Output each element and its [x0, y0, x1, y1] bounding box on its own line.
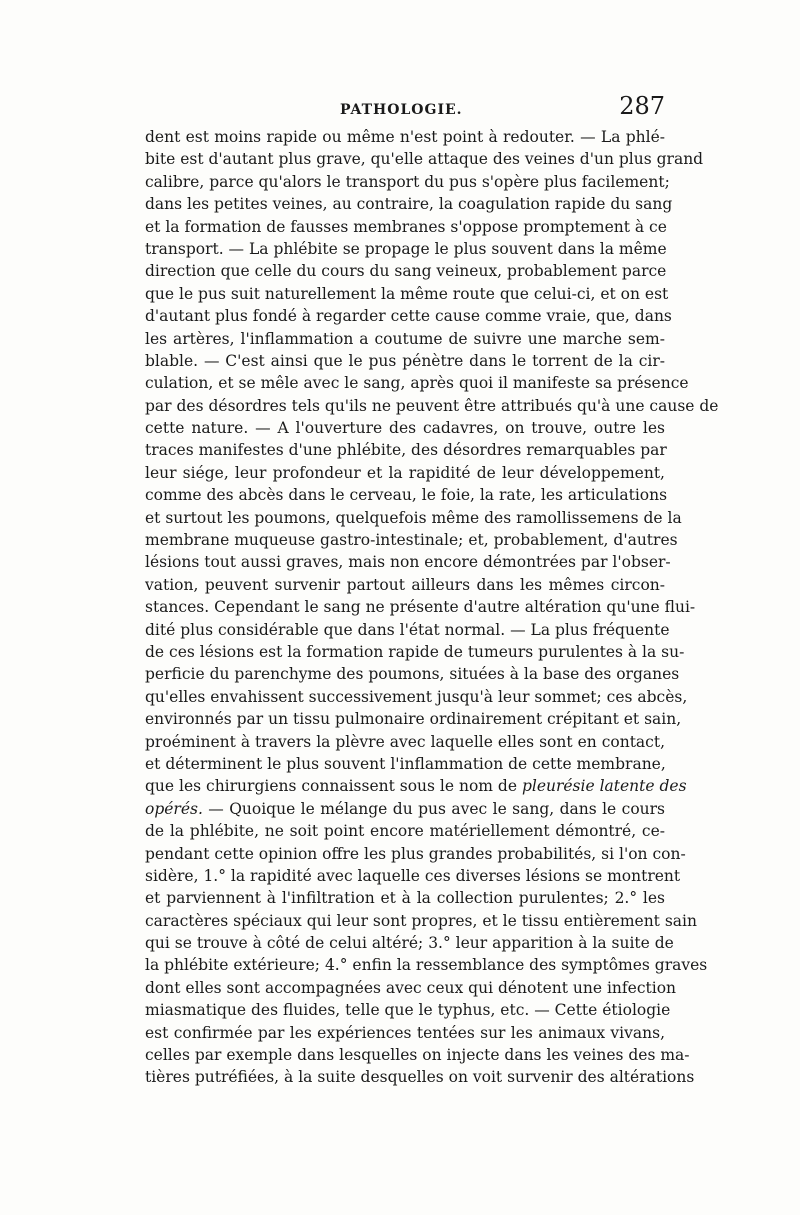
- text-line: dité plus considérable que dans l'état normal. — La plus fréquente: [145, 620, 670, 639]
- italic-term: pleurésie latente des: [521, 777, 687, 796]
- text-line: leur siége, leur profondeur et la rapidité de leur développement,: [145, 463, 665, 482]
- text-line: dent est moins rapide ou même n'est point à redouter. — La phlé-: [145, 128, 665, 146]
- text-line: cette nature. — A l'ouverture des cadavres, on trouve, outre les: [145, 419, 665, 438]
- text-line: que le pus suit naturellement la même route que celui-ci, et on est: [145, 284, 669, 303]
- text-line: et la formation de fausses membranes s'oppose promptement à ce: [145, 217, 667, 236]
- text-line: pendant cette opinion offre les plus grandes probabilités, si l'on con-: [145, 844, 686, 863]
- text-line: perficie du parenchyme des poumons, situées à la base des organes: [145, 665, 680, 684]
- running-head: [145, 92, 665, 122]
- text-line: sidère, 1.° la rapidité avec laquelle ces diverses lésions se montrent: [145, 866, 681, 885]
- text-line: bite est d'autant plus grave, qu'elle attaque des veines d'un plus grand: [145, 150, 704, 169]
- text-line: blable. — C'est ainsi que le pus pénètre dans le torrent de la cir-: [145, 351, 665, 370]
- text-line: miasmatique des fluides, telle que le typhus, etc. — Cette étiologie: [145, 1001, 671, 1020]
- body-text: [145, 126, 719, 1089]
- text-line: est confirmée par les expériences tentées sur les animaux vivans,: [145, 1023, 665, 1042]
- text-line: caractères spéciaux qui leur sont propres, et le tissu entièrement sain: [145, 911, 697, 930]
- page-number: 287: [619, 92, 665, 120]
- text-segment: que les chirurgiens connaissent sous le nom de: [145, 777, 517, 796]
- text-line: environnés par un tissu pulmonaire ordinairement crépitant et sain,: [145, 710, 682, 729]
- text-line: dans les petites veines, au contraire, la coagulation rapide du sang: [145, 195, 673, 214]
- text-line: qui se trouve à côté de celui altéré; 3.° leur apparition à la suite de: [145, 934, 674, 953]
- running-title: PATHOLOGIE.: [340, 102, 463, 118]
- text-line: comme des abcès dans le cerveau, le foie, la rate, les articulations: [145, 486, 668, 505]
- text-line: transport. — La phlébite se propage le plus souvent dans la même: [145, 239, 667, 258]
- text-line: et déterminent le plus souvent l'inflammation de cette membrane,: [145, 754, 666, 773]
- text-line: traces manifestes d'une phlébite, des désordres remarquables par: [145, 441, 667, 460]
- text-line: opérés. — Quoique le mélange du pus avec le sang, dans le cours: [145, 799, 665, 818]
- text-line: par des désordres tels qu'ils ne peuvent être attribués qu'à une cause de: [145, 396, 719, 415]
- text-line: la phlébite extérieure; 4.° enfin la ressemblance des symptômes graves: [145, 956, 708, 975]
- italic-term-continued: opérés.: [145, 799, 203, 818]
- text-line: de la phlébite, ne soit point encore matériellement démontré, ce-: [145, 822, 665, 841]
- text-line-with-italic: [145, 775, 687, 797]
- text-line: lésions tout aussi graves, mais non encore démontrées par l'obser-: [145, 553, 671, 572]
- text-line: calibre, parce qu'alors le transport du pus s'opère plus facilement;: [145, 172, 670, 191]
- text-line: dont elles sont accompagnées avec ceux qui dénotent une infection: [145, 978, 677, 997]
- text-line: proéminent à travers la plèvre avec laquelle elles sont en contact,: [145, 732, 665, 751]
- text-line: celles par exemple dans lesquelles on injecte dans les veines des ma-: [145, 1046, 690, 1065]
- text-line: d'autant plus fondé à regarder cette cause comme vraie, que, dans: [145, 307, 672, 326]
- text-line: tières putréfiées, à la suite desquelles on voit survenir des altérations: [145, 1068, 695, 1087]
- text-line: vation, peuvent survenir partout ailleurs dans les mêmes circon-: [145, 575, 665, 594]
- text-line: membrane muqueuse gastro-intestinale; et, probablement, d'autres: [145, 531, 678, 550]
- text-line: et surtout les poumons, quelquefois même des ramollissemens de la: [145, 508, 682, 527]
- text-line: de ces lésions est la formation rapide de tumeurs purulentes à la su-: [145, 642, 685, 661]
- text-line: les artères, l'inflammation a coutume de suivre une marche sem-: [145, 329, 665, 348]
- text-line: stances. Cependant le sang ne présente d'autre altération qu'une flui-: [145, 598, 696, 617]
- text-line: et parviennent à l'infiltration et à la collection purulentes; 2.° les: [145, 889, 665, 908]
- text-line: culation, et se mêle avec le sang, après quoi il manifeste sa présence: [145, 374, 689, 393]
- text-line: direction que celle du cours du sang veineux, probablement parce: [145, 262, 667, 281]
- text-line: qu'elles envahissent successivement jusqu'à leur sommet; ces abcès,: [145, 687, 688, 706]
